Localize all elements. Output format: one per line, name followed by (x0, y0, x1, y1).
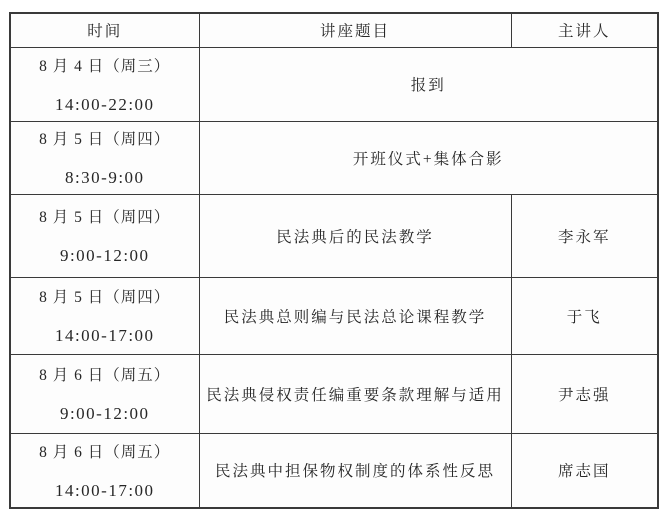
datetime-cell (10, 354, 199, 433)
table-row (10, 277, 658, 354)
speaker-cell (511, 277, 658, 354)
topic-cell (199, 194, 511, 277)
time-text: 8:30-9:00 (64, 168, 145, 187)
table-row (10, 433, 658, 508)
topic-cell-merged (199, 121, 658, 194)
datetime-stack (11, 127, 199, 188)
datetime-stack (11, 363, 199, 424)
table-header-row (10, 13, 658, 47)
datetime-cell (10, 194, 199, 277)
date-text: 8 月 5 日（周四） (39, 289, 171, 306)
column-header-topic: 讲座题目 (199, 13, 511, 47)
time-text: 14:00-17:00 (54, 480, 155, 500)
topic-text: 民法典总则编与民法总论课程教学 (223, 308, 487, 326)
datetime-cell (10, 121, 199, 194)
table-row (10, 121, 658, 194)
time-text: 14:00-22:00 (54, 94, 155, 114)
topic-text: 报到 (410, 77, 446, 94)
table-row (10, 47, 658, 121)
time-text: 14:00-17:00 (54, 326, 155, 345)
date-text: 8 月 4 日（周三） (39, 57, 171, 75)
datetime-stack (11, 440, 199, 501)
topic-cell (199, 354, 511, 433)
topic-cell (199, 277, 511, 354)
table-row (10, 194, 658, 277)
speaker-text: 席志国 (557, 463, 611, 481)
date-text: 8 月 6 日（周五） (39, 367, 171, 384)
speaker-text: 尹志强 (557, 386, 611, 404)
topic-cell-merged (199, 47, 658, 121)
speaker-cell (511, 354, 658, 433)
topic-text: 民法典后的民法教学 (276, 228, 434, 246)
datetime-stack (11, 205, 199, 266)
date-text: 8 月 5 日（周四） (39, 209, 171, 226)
schedule-sheet (9, 12, 659, 509)
date-text: 8 月 6 日（周五） (39, 443, 171, 461)
column-header-speaker: 主讲人 (511, 13, 658, 47)
datetime-cell (10, 433, 199, 508)
speaker-cell (511, 194, 658, 277)
topic-text: 民法典中担保物权制度的体系性反思 (214, 463, 495, 481)
datetime-cell (10, 47, 199, 121)
topic-text: 民法典侵权责任编重要条款理解与适用 (206, 386, 504, 404)
table-row (10, 354, 658, 433)
datetime-stack (11, 54, 199, 115)
datetime-stack (11, 285, 199, 346)
time-text: 9:00-12:00 (59, 246, 150, 265)
speaker-text: 于飞 (566, 308, 602, 326)
time-text: 9:00-12:00 (59, 404, 150, 423)
schedule-table (9, 12, 659, 509)
column-header-time: 时间 (10, 13, 199, 47)
topic-text: 开班仪式+集体合影 (352, 150, 504, 168)
topic-cell (199, 433, 511, 508)
speaker-text: 李永军 (557, 228, 611, 246)
date-text: 8 月 5 日（周四） (39, 131, 171, 148)
speaker-cell (511, 433, 658, 508)
datetime-cell (10, 277, 199, 354)
